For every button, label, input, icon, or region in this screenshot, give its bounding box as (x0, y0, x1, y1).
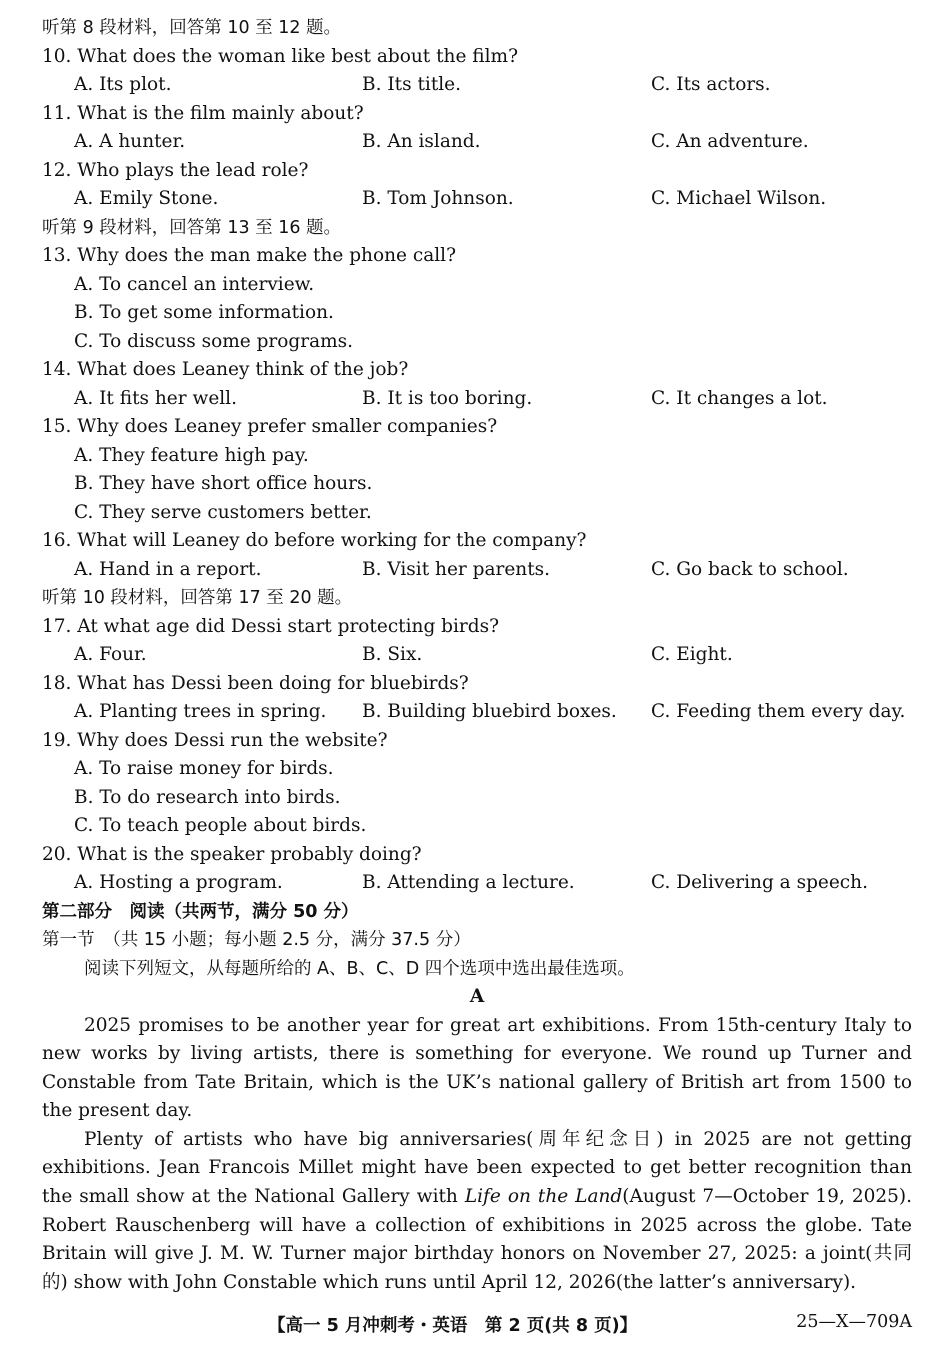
section-8-header: 听第 8 段材料，回答第 10 至 12 题。 (42, 18, 342, 38)
option-a: A. Emily Stone. (74, 188, 219, 209)
option-a: A. A hunter. (74, 131, 186, 152)
option-c: C. They serve customers better. (74, 501, 372, 523)
passage-letter: A (469, 986, 485, 1007)
question-17-options (42, 641, 912, 670)
section-10-header: 听第 10 段材料，回答第 17 至 20 题。 (42, 588, 353, 608)
reading-section-title: 第一节 （共 15 小题；每小题 2.5 分，满分 37.5 分） (42, 930, 471, 950)
question-11-options (42, 128, 912, 157)
option-b: B. To get some information. (74, 302, 334, 323)
question-10-options (42, 71, 912, 100)
question-12-stem: 12. Who plays the lead role? (42, 159, 309, 181)
question-20-stem: 20. What is the speaker probably doing? (42, 843, 422, 865)
exam-page (42, 14, 912, 1297)
paragraph-2-text-after: (August 7—October 19, 2025). Robert Rauschenberg will have a collection of exhibitions in 2025 across the globe. Tate Britain will give J. M. W. Turner major birthday honors on November 27, 2025: a joint(共同的) show with John Constable which runs until April 12, 2026(the latter’s anniversary). (42, 1186, 913, 1293)
question-20-options (42, 869, 912, 898)
question-19-stem: 19. Why does Dessi run the website? (42, 729, 388, 751)
option-b: B. Building bluebird boxes. (362, 701, 617, 722)
reading-instruction: 阅读下列短文，从每题所给的 A、B、C、D 四个选项中选出最佳选项。 (84, 958, 635, 979)
option-b: B. Attending a lecture. (362, 872, 575, 893)
option-c: C. An adventure. (651, 131, 809, 152)
question-18-stem: 18. What has Dessi been doing for bluebirds? (42, 672, 469, 694)
question-17-stem: 17. At what age did Dessi start protecting birds? (42, 615, 500, 637)
option-c: C. Feeding them every day. (651, 701, 906, 722)
option-c: C. It changes a lot. (651, 387, 828, 409)
option-b: B. An island. (362, 131, 481, 152)
option-c: C. Its actors. (651, 74, 771, 95)
option-c: C. To discuss some programs. (74, 330, 354, 352)
option-a: A. Hosting a program. (74, 872, 283, 893)
option-c: C. Michael Wilson. (651, 188, 827, 209)
passage-paragraph-2 (42, 1126, 912, 1298)
option-a: A. They feature high pay. (74, 444, 309, 466)
question-13-stem: 13. Why does the man make the phone call? (42, 245, 456, 266)
option-b: B. To do research into birds. (74, 786, 341, 808)
question-11-stem: 11. What is the film mainly about? (42, 102, 364, 124)
question-18-options (42, 698, 912, 727)
option-b: B. Visit her parents. (362, 558, 551, 580)
page-footer (0, 1312, 950, 1338)
reading-part-title: 第二部分 阅读（共两节，满分 50 分） (42, 901, 359, 922)
option-a: A. Hand in a report. (74, 558, 262, 580)
option-b: B. Its title. (362, 74, 462, 95)
question-16-options (42, 556, 912, 585)
question-14-options (42, 385, 912, 414)
option-c: C. Eight. (651, 644, 733, 665)
question-14-stem: 14. What does Leaney think of the job? (42, 359, 409, 380)
question-12-options (42, 185, 912, 214)
option-c: C. To teach people about birds. (74, 815, 367, 836)
section-9-header: 听第 9 段材料，回答第 13 至 16 题。 (42, 217, 342, 238)
footer-exam-code: 25—X—709A (796, 1312, 912, 1332)
paragraph-2-text-before: Plenty of artists who have big anniversaries(周年纪念日) in 2025 are not getting exhibitions. Jean Francois Millet might have been expected to get better recognition than the small show at the National Gallery with (42, 1128, 912, 1208)
question-16-stem: 16. What will Leaney do before working for the company? (42, 530, 587, 551)
option-a: A. It fits her well. (74, 387, 237, 409)
option-b: B. Six. (362, 644, 423, 665)
option-b: B. They have short office hours. (74, 473, 373, 494)
option-a: A. Planting trees in spring. (74, 701, 327, 722)
option-a: A. Its plot. (74, 74, 172, 95)
option-a: A. To raise money for birds. (74, 758, 334, 779)
footer-page-info: 【高一 5 月冲刺考・英语 第 2 页(共 8 页)】 (268, 1316, 638, 1336)
option-b: B. It is too boring. (362, 387, 533, 409)
question-15-stem: 15. Why does Leaney prefer smaller companies? (42, 416, 498, 437)
question-10-stem: 10. What does the woman like best about the film? (42, 45, 519, 67)
passage-paragraph-1: 2025 promises to be another year for great art exhibitions. From 15th-century Italy to new works by living artists, there is something for everyone. We round up Turner and Constable from Tate Britain, which is the UK’s national gallery of British art from 1500 to the present day. (42, 1014, 912, 1122)
option-a: A. To cancel an interview. (74, 273, 315, 295)
artwork-title: Life on the Land (464, 1186, 623, 1208)
option-c: C. Go back to school. (651, 558, 849, 580)
option-a: A. Four. (74, 644, 147, 665)
option-c: C. Delivering a speech. (651, 872, 868, 893)
option-b: B. Tom Johnson. (362, 188, 514, 209)
